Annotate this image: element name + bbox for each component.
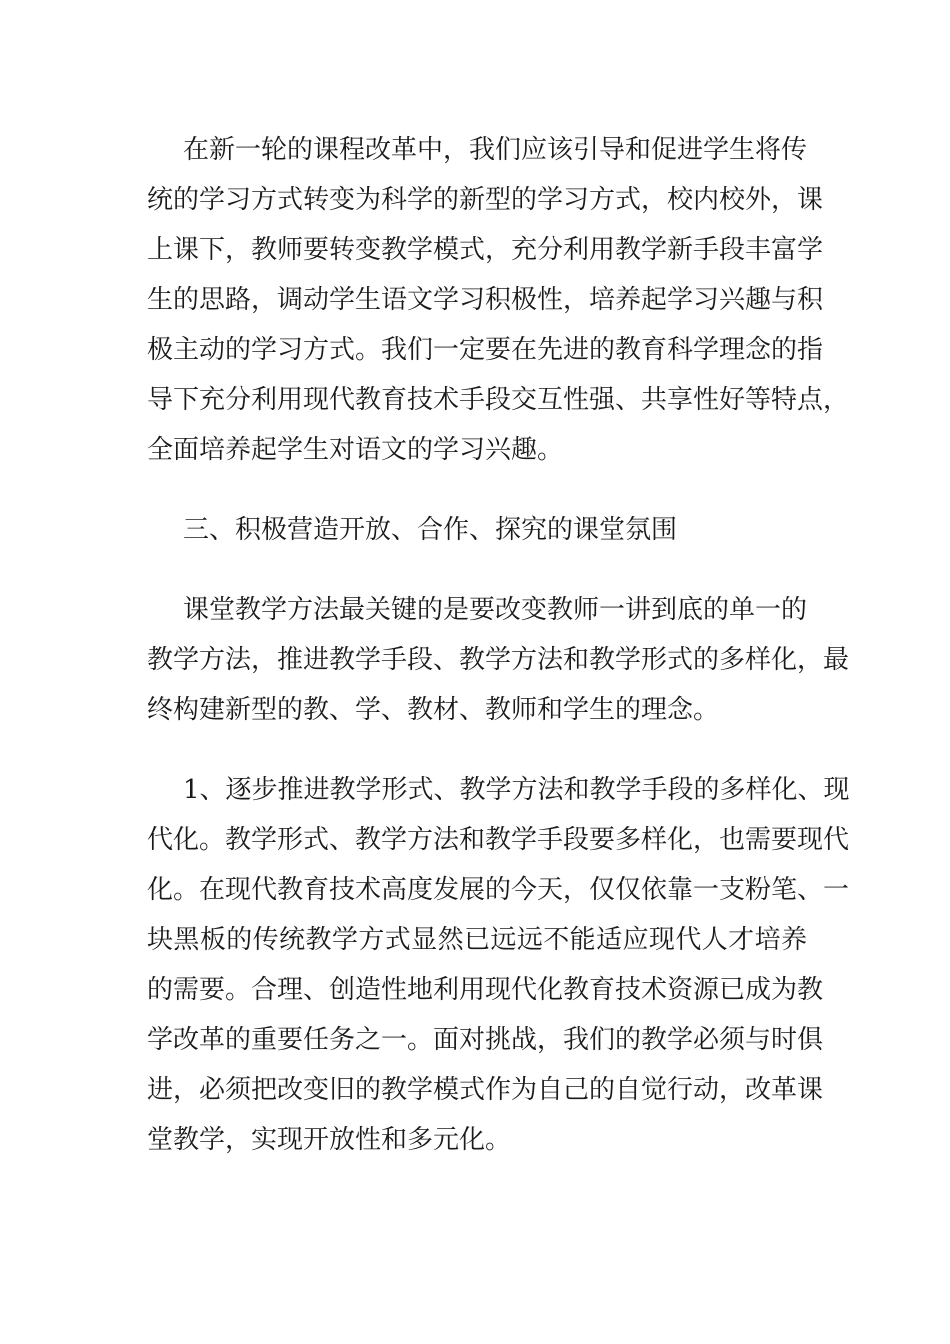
paragraph-3-line-3: 化。在现代教育技术高度发展的今天，仅仅依靠一支粉笔、一 xyxy=(147,875,850,905)
paragraph-2-line-2: 教学方法，推进教学手段、教学方法和教学形式的多样化，最 xyxy=(147,645,850,675)
paragraph-3-line-4: 块黑板的传统教学方式显然已远远不能适应现代人才培养 xyxy=(147,925,807,955)
paragraph-1-line-6: 导下充分利用现代教育技术手段交互性强、共享性好等特点， xyxy=(147,385,850,415)
paragraph-3-line-5: 的需要。合理、创造性地利用现代化教育技术资源已成为教 xyxy=(147,975,824,1005)
paragraph-3-line-8: 堂教学，实现开放性和多元化。 xyxy=(147,1125,512,1155)
paragraph-2-line-3: 终构建新型的教、学、教材、教师和学生的理念。 xyxy=(147,695,720,725)
paragraph-1-line-1: 在新一轮的课程改革中，我们应该引导和促进学生将传 xyxy=(183,135,808,165)
paragraph-1-line-4: 生的思路，调动学生语文学习积极性，培养起学习兴趣与积 xyxy=(147,285,824,315)
paragraph-1-line-5: 极主动的学习方式。我们一定要在先进的教育科学理念的指 xyxy=(147,335,824,365)
paragraph-1-line-7: 全面培养起学生对语文的学习兴趣。 xyxy=(147,435,564,465)
paragraph-3-line-7: 进，必须把改变旧的教学模式作为自己的自觉行动，改革课 xyxy=(147,1075,824,1105)
paragraph-3-line-2: 代化。教学形式、教学方法和教学手段要多样化，也需要现代 xyxy=(147,825,850,855)
paragraph-1-line-2: 统的学习方式转变为科学的新型的学习方式，校内校外，课 xyxy=(147,185,824,215)
paragraph-3-line-1: 1、逐步推进教学形式、教学方法和教学手段的多样化、现 xyxy=(183,775,850,805)
paragraph-3-line-6: 学改革的重要任务之一。面对挑战，我们的教学必须与时俱 xyxy=(147,1025,824,1055)
section-heading: 三、积极营造开放、合作、探究的课堂氛围 xyxy=(183,515,678,545)
paragraph-1-line-3: 上课下，教师要转变教学模式，充分利用教学新手段丰富学 xyxy=(147,235,824,265)
paragraph-2-line-1: 课堂教学方法最关键的是要改变教师一讲到底的单一的 xyxy=(183,595,808,625)
